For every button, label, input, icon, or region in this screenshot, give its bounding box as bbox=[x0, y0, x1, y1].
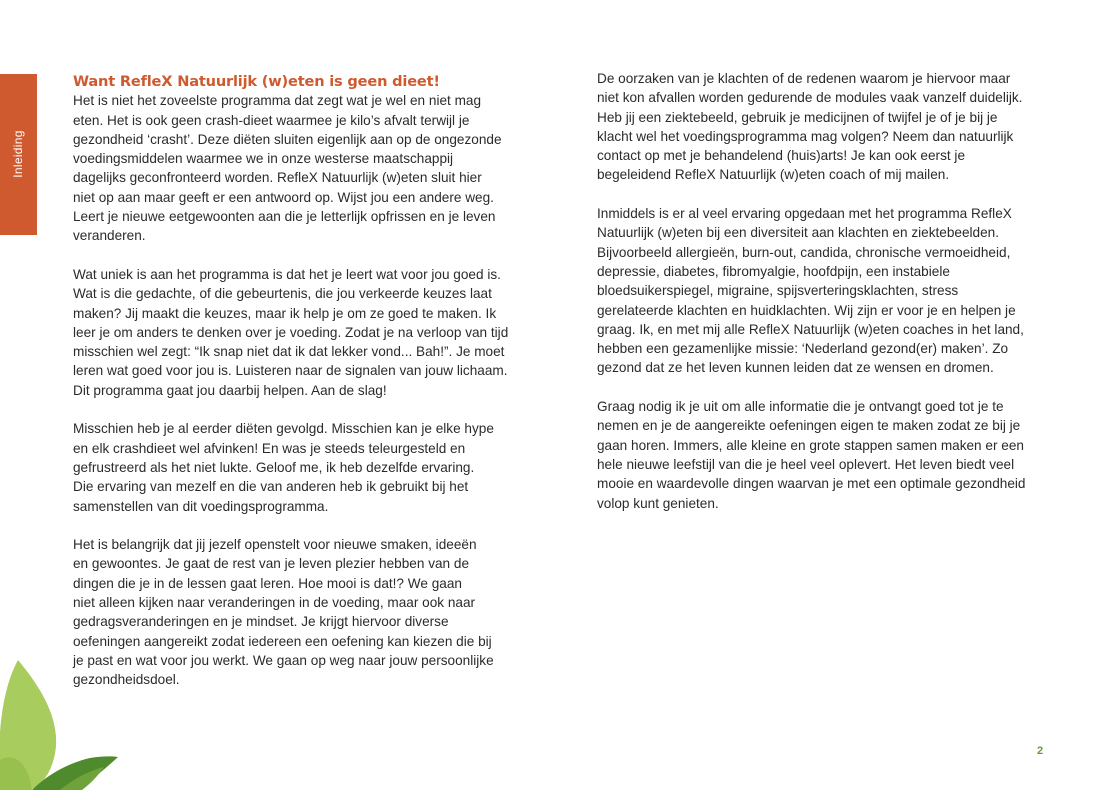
paragraph: Graag nodig ik je uit om alle informatie die je ontvangt goed tot je te nemen en je de aangereikte oefeningen eigen te maken zodat ze bij je gaan horen. Immers, alle kleine en grote stappen samen maken er een hele nieuwe leefstijl van die je heel veel oplevert. Het leven biedt veel mooie en waardevolle dingen waarvan je met een optimale gezondheid volop kunt genieten. bbox=[597, 399, 1026, 511]
paragraph: De oorzaken van je klachten of de redenen waarom je hiervoor maar niet kon afvallen worden gedurende de modules vaak vanzelf duidelijk. Heb jij een ziektebeeld, gebruik je medicijnen of twijfel je of je bij je klacht wel het voedingsprogramma mag volgen? Neem dan natuurlijk contact op met je behandelend (huis)arts! Je kan ook eerst je begeleidend RefleX Natuurlijk (w)eten coach of mij mailen. bbox=[597, 71, 1023, 183]
paragraph: Inmiddels is er al veel ervaring opgedaan met het programma RefleX Natuurlijk (w)eten bij een diversiteit aan klachten en ziektebeelden. Bijvoorbeeld allergieën, burn-out, candida, chronische vermoeidheid, depressie, diabetes, fibromyalgie, hoofdpijn, een instabiele bloedsuikerspiegel, migraine, spijsverteringsklachten, stress gerelateerde klachten en huidklachten. Wij zijn er voor je en helpen je graag. Ik, en met mij alle RefleX Natuurlijk (w)eten coaches in het land, hebben een gezamenlijke missie: ‘Nederland gezond(er) maken’. Zo gezond dat ze het leven kunnen leiden dat ze wensen en dromen. bbox=[597, 206, 1024, 376]
paragraph: Het is niet het zoveelste programma dat zegt wat je wel en niet mag eten. Het is ook geen crash-dieet waarmee je kilo’s afvalt terwijl je gezondheid ‘crasht’. Deze diëten sluiten eigenlijk aan op de ongezonde voedingsmiddelen waarmee we in onze westerse maatschappij dagelijks geconfronteerd worden. RefleX Natuurlijk (w)eten sluit hier niet op aan maar geeft er een antwoord op. Wijst jou een andere weg. Leert je nieuwe eetgewoonten aan die je letterlijk opfrissen en je leven veranderen. bbox=[73, 93, 502, 244]
chapter-tab-label: Inleiding bbox=[11, 130, 25, 178]
section-heading: Want RefleX Natuurlijk (w)eten is geen dieet! bbox=[73, 73, 440, 90]
paragraph: Het is belangrijk dat jij jezelf openstelt voor nieuwe smaken, ideeën en gewoontes. Je gaat de rest van je leven plezier hebben van de dingen die je in de lessen gaat leren. Hoe mooi is dat!? We gaan niet alleen kijken naar veranderingen in de voeding, maar ook naar gedragsveranderingen en je mindset. Je krijgt hiervoor diverse oefeningen aangereikt zodat iedereen een oefening kan kiezen die bij je past en wat voor jou werkt. We gaan op weg naar jouw persoonlijke gezondheidsdoel. bbox=[73, 537, 494, 688]
left-column bbox=[73, 72, 528, 709]
paragraph: Wat uniek is aan het programma is dat het je leert wat voor jou goed is. Wat is die gedachte, of die gebeurtenis, die jou verkeerde keuzes laat maken? Jij maakt die keuzes, maar ik help je om ze goed te maken. Ik leer je om anders te denken over je voeding. Zodat je na verloop van tijd misschien wel zegt: “Ik snap niet dat ik dat lekker vond... Bah!”. Je moet leren wat goed voor jou is. Luisteren naar de signalen van jouw lichaam. Dit programma gaat jou daarbij helpen. Aan de slag! bbox=[73, 266, 509, 398]
green-leaves-icon bbox=[0, 640, 140, 790]
chapter-tab bbox=[0, 74, 37, 235]
page-number: 2 bbox=[1037, 745, 1044, 757]
paragraph: Misschien heb je al eerder diëten gevolgd. Misschien kan je elke hype en elk crashdieet wel afvinken! En was je steeds teleurgesteld en gefrustreerd als het niet lukte. Geloof me, ik heb dezelfde ervaring. Die ervaring van mezelf en die van anderen heb ik gebruikt bij het samenstellen van dit voedingsprogramma. bbox=[73, 421, 494, 514]
right-column bbox=[597, 69, 1049, 532]
